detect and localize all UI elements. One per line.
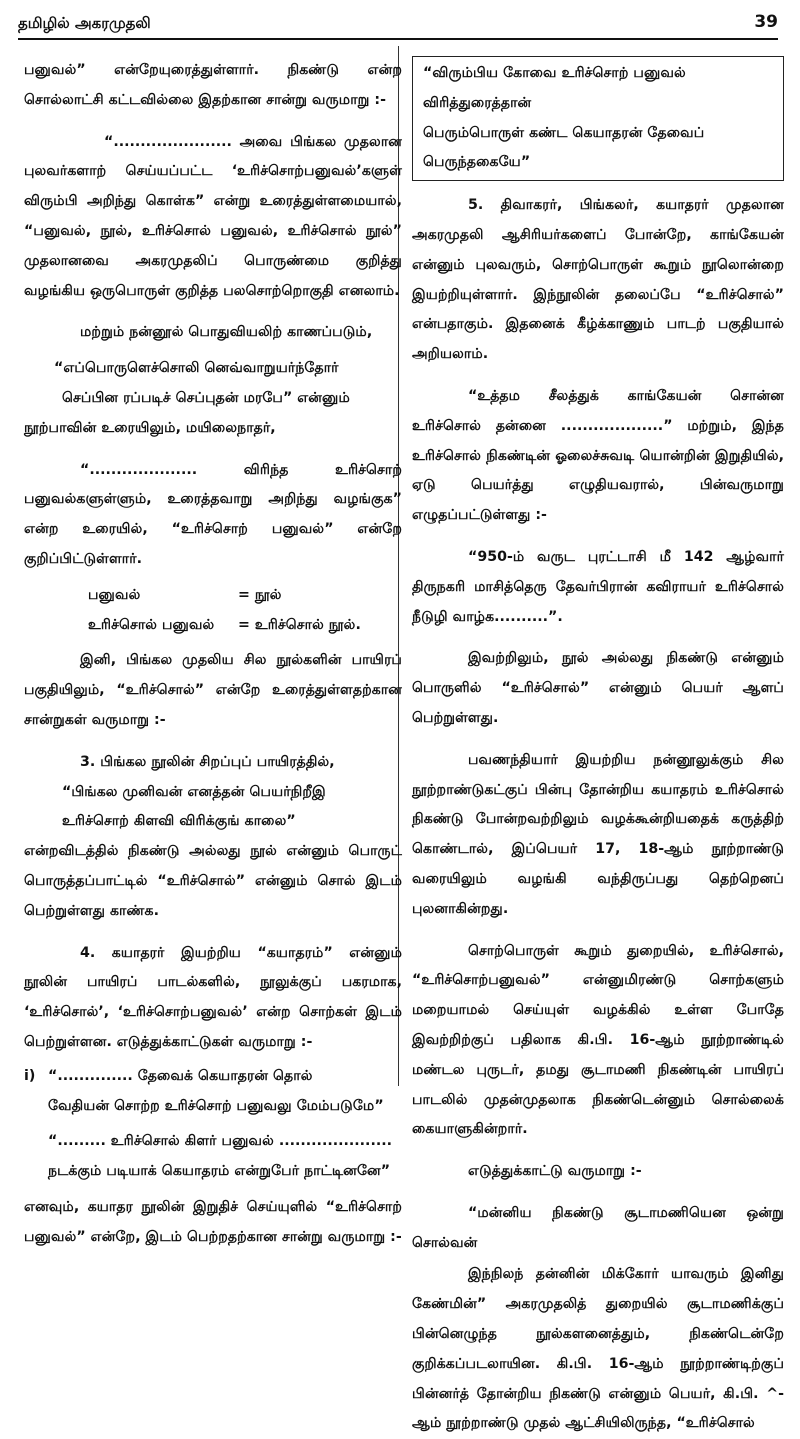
verse-quote xyxy=(24,778,402,838)
paragraph: இனி, பிங்கல முதலிய சில நூல்களின் பாயிரப் பகுதியிலும், “உரிச்சொல்” என்றே உரைத்துள்ளதற்கான சான்றுகள் வருமாறு :- xyxy=(24,652,402,728)
paragraph: என்றவிடத்தில் நிகண்டு அல்லது நூல் என்னும் பொருட் பொருத்தப்பாட்டில் “உரிச்சொல்” என்னும் சொல் இடம் பெற்றுள்ளது காண்க. xyxy=(24,843,402,919)
paragraph: இவற்றிலும், நூல் அல்லது நிகண்டு என்னும் பொருளில் “உரிச்சொல்” என்னும் பெயர் ஆளப் பெற்றுள்ளது. xyxy=(412,650,784,726)
verse-quote xyxy=(48,1062,384,1122)
verse-line: “......... உரிச்சொல் கிளர் பனுவல் ..................... xyxy=(48,1133,393,1150)
paragraph: பவணந்தியார் இயற்றிய நன்னூலுக்கும் சில நூற்றாண்டுகட்குப் பின்பு தோன்றிய கயாதரம் உரிச்சொல் நிகண்டு போன்றவற்றிலும் வழக்கூன்றியதைக் கருத்திற் கொண்டால், இப்பெயர் 17, 18-ஆம் நூற்றாண்டு வரையிலும் வழங்கி வந்திருப்பது தெற்றெனப் புலனாகின்றது. xyxy=(412,751,784,917)
right-column xyxy=(412,56,784,1439)
verse-line: செப்பின ரப்படிச் செப்புதன் மரபே” என்னும் xyxy=(62,389,350,406)
term: பனுவல் xyxy=(88,586,141,603)
running-title: தமிழில் அகரமுதலி xyxy=(18,14,151,32)
paragraph: எடுத்துக்காட்டு வருமாறு :- xyxy=(468,1163,642,1180)
paragraph: “மன்னிய நிகண்டு சூடாமணியென ஒன்று சொல்வன் xyxy=(412,1204,784,1251)
verse-quote xyxy=(24,354,402,414)
verse-line: வேதியன் சொற்ற உரிச்சொற் பனுவலு மேம்படுமே” xyxy=(48,1097,384,1114)
paragraph: இந்நிலந் தன்னின் மிக்கோர் யாவரும் இனிது கேண்மின்” அகரமுதலித் துறையில் சூடாமணிக்குப் பின்னெழுந்த நூல்களனைத்தும், நிகண்டென்றே குறிக்கப்படலாயின. கி.பி. 16-ஆம் நூற்றாண்டிற்குப் பின்னர்த் தோன்றிய நிகண்டு என்னும் பெயர், கி.பி. ^- ஆம் நூற்றாண்டு முதல் ஆட்சியிலிருந்த, “உரிச்சொல் xyxy=(412,1266,784,1432)
paragraph: 3. பிங்கல நூலின் சிறப்புப் பாயிரத்தில், xyxy=(80,753,335,770)
verse-line: நடக்கும் படியாக் கெயாதரம் என்றுபேர் நாட்டினனே” xyxy=(48,1163,391,1180)
page-number: 39 xyxy=(754,12,778,32)
verse-line: “பிங்கல முனிவன் எனத்தன் பெயர்நிறீஇ xyxy=(62,783,326,800)
verse-quote xyxy=(24,1127,402,1187)
paragraph: 5. திவாகரர், பிங்கலர், கயாதரர் முதலான அகரமுதலி ஆசிரியர்களைப் போன்றே, காங்கேயன் என்னும் புலவரும், சொற்பொருள் கூறும் நூலொன்றை இயற்றியுள்ளார். இந்நூலின் தலைப்பே “உரிச்சொல்” என்பதாகும். இதனைக் கீழ்க்காணும் பாடற் பகுதியால் அறியலாம். xyxy=(412,197,784,363)
paragraph: எனவும், கயாதர நூலின் இறுதிச் செய்யுளில் “உரிச்சொற் பனுவல்” என்றே, இடம் பெற்றதற்கான சான்று வருமாறு :- xyxy=(24,1198,402,1245)
paragraph: “950-ம் வருட புரட்டாசி மீ 142 ஆழ்வார் திருநகரி மாசித்தெரு தேவர்பிரான் கவிராயர் உரிச்சொல் நீடுழி வாழ்க..........”. xyxy=(412,548,784,625)
equivalence-row xyxy=(24,581,402,611)
list-item xyxy=(24,1062,402,1122)
paragraph: “...................... அவை பிங்கல முதலான புலவர்களாற் செய்யப்பட்ட ‘உரிச்சொற்பனுவல்’களுள் விரும்பி அறிந்து கொள்க” என்று உரைத்துள்ளமையால், “பனுவல், நூல், உரிச்சொல் பனுவல், உரிச்சொல் நூல்” முதலானவை அகரமுதலிப் பொருண்மை குறித்து வழங்கிய ஒருபொருள் குறித்த பலசொற்றொகுதி எனலாம். xyxy=(24,133,402,299)
meaning: = உரிச்சொல் நூல். xyxy=(238,616,361,633)
paragraph: நூற்பாவின் உரையிலும், மயிலைநாதர், xyxy=(24,419,276,436)
verse-line: “.............. தேவைக் கெயாதரன் தொல் xyxy=(48,1067,313,1084)
term: உரிச்சொல் பனுவல் xyxy=(88,616,215,633)
equivalence-row xyxy=(24,611,402,641)
verse-line: “எப்பொருளெச்சொலி னெவ்வாறுயர்ந்தோர் xyxy=(54,360,339,377)
paragraph: சொற்பொருள் கூறும் துறையில், உரிச்சொல், “உரிச்சொற்பனுவல்” என்னுமிரண்டு சொற்களும் மறையாமல் செய்யுள் வழக்கில் உள்ள போதே இவற்றிற்குப் பதிலாக கி.பி. 16-ஆம் நூற்றாண்டில் மண்டல புருடர், தமது சூடாமணி நிகண்டின் பாயிரப் பாடலில் முதன்முதலாக நிகண்டென்னும் சொல்லைக் கையாளுகின்றார். xyxy=(412,942,784,1138)
left-column xyxy=(24,56,402,1252)
verse-line: “விரும்பிய கோவை உரிச்சொற் பனுவல் விரித்துரைத்தான் xyxy=(423,65,686,111)
paragraph: பனுவல்” என்றேயுரைத்துள்ளார். நிகண்டு என்ற சொல்லாட்சி கட்டவில்லை இதற்கான சான்று வருமாறு :- xyxy=(24,62,402,108)
paragraph: 4. கயாதரர் இயற்றிய “கயாதரம்” என்னும் நூலின் பாயிரப் பாடல்களில், நூலுக்குப் பகரமாக, ‘உரிச்சொல்’, ‘உரிச்சொற்பனுவல்’ என்ற சொற்கள் இடம் பெற்றுள்ளன. எடுத்துக்காட்டுகள் வருமாறு :- xyxy=(24,944,402,1050)
verse-line: உரிச்சொற் கிளவி விரிக்குங் காலை” xyxy=(62,813,296,830)
verse-line: பெரும்பொருள் கண்ட கெயாதரன் தேவைப் பெருந்தகையே” xyxy=(423,124,705,171)
paragraph: மற்றும் நன்னூல் பொதுவியலிற் காணப்படும், xyxy=(80,324,373,341)
list-marker: i) xyxy=(24,1067,36,1084)
paragraph: “உத்தம சீலத்துக் காங்கேயன் சொன்ன உரிச்சொல் தன்னை ...................” மற்றும், இந்த உரிச்சொல் நிகண்டின் ஓலைச்சுவடி யொன்றின் இறுதியில், ஏடு பெயர்த்து எழுதியவரால், பின்வருமாறு எழுதப்பட்டுள்ளது :- xyxy=(412,387,784,524)
equivalence-list xyxy=(24,581,402,641)
paragraph: “.................... விரிந்த உரிச்சொற் பனுவல்களுள்ளும், உரைத்தவாறு அறிந்து வழங்குக” என்ற உரையில், “உரிச்சொற் பனுவல்” என்றே குறிப்பிட்டுள்ளார். xyxy=(24,461,402,567)
page-header xyxy=(18,8,778,40)
boxed-verse xyxy=(412,56,784,181)
meaning: = நூல் xyxy=(238,586,282,603)
